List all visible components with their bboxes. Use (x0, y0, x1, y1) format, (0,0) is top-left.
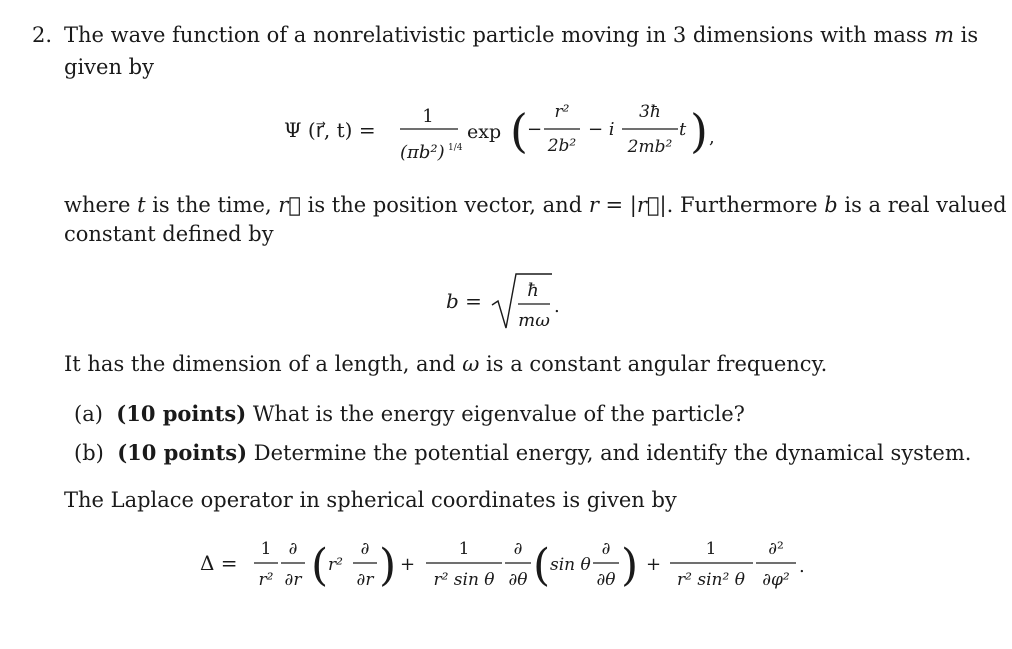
b-definition-equation (440, 268, 580, 338)
lap-d2-num: ∂² (768, 539, 784, 559)
lap-t1-num: 1 (260, 539, 272, 559)
var-omega: ω (462, 352, 480, 376)
lap-t1-den: r² (258, 570, 274, 590)
period: . (554, 296, 560, 317)
wave-term2-num: 3ħ (639, 102, 661, 122)
lap-lhs: Δ = (200, 551, 238, 575)
var-b: b (824, 193, 838, 217)
dimension-line (64, 353, 827, 376)
lap-t2-num: 1 (458, 539, 470, 559)
lap-t3-den: r² sin² θ (677, 570, 745, 590)
plus-sign: + (400, 554, 416, 575)
constant-line: constant defined by (64, 222, 274, 246)
left-paren: ( (311, 540, 329, 591)
var-t: t (137, 193, 146, 217)
lap-t2-den: r² sin θ (433, 570, 495, 590)
part-b-label: (b) (74, 441, 104, 465)
part-b-points: (10 points) (117, 440, 248, 465)
lap-d-num-2: ∂ (360, 539, 370, 559)
lap-dtheta-den: ∂θ (508, 570, 528, 590)
where-text-f: is a real valued (837, 193, 1007, 217)
lap-d-num-4: ∂ (601, 539, 611, 559)
var-r: r (588, 193, 599, 217)
b-num: ħ (527, 280, 539, 301)
left-paren: ( (510, 104, 528, 158)
where-text-b: is the time, (145, 193, 279, 217)
right-paren: ) (690, 104, 708, 158)
wave-den1: (πb²) (400, 142, 445, 163)
where-text-d: = | (598, 193, 637, 217)
lap-r2: r² (328, 555, 343, 575)
comma: , (709, 127, 715, 148)
wave-den1-exp: 1/4 (448, 143, 463, 153)
lap-dr-den-2: ∂r (356, 570, 374, 590)
intro-text-a: The wave function of a nonrelativistic particle moving in 3 dimensions with mass (64, 23, 935, 47)
wave-term1-num: r² (554, 102, 570, 122)
laplace-intro: The Laplace operator in spherical coordinates is given by (64, 488, 677, 512)
lap-d-num-3: ∂ (513, 539, 523, 559)
problem-intro-line2: given by (64, 55, 154, 79)
part-b-text: Determine the potential energy, and identify the dynamical system. (247, 441, 972, 465)
wave-lhs: Ψ (r⃗, t) = (284, 118, 376, 142)
part-a (74, 402, 745, 426)
dimension-text-a: It has the dimension of a length, and (64, 352, 463, 376)
left-paren: ( (533, 540, 551, 591)
minus-i: − i (588, 119, 615, 140)
wave-function-equation (280, 95, 740, 175)
lap-dr-den: ∂r (284, 570, 302, 590)
where-text-a: where (64, 193, 138, 217)
b-lhs: b = (446, 289, 482, 313)
part-a-text: What is the energy eigenvalue of the particle? (246, 402, 745, 426)
var-r-vec-abs: r⃗ (636, 193, 660, 217)
period: . (799, 556, 805, 577)
wave-num1: 1 (422, 106, 434, 127)
lap-dtheta-den-2: ∂θ (596, 570, 616, 590)
wave-term2-den: 2mb² (627, 137, 673, 157)
b-den: mω (518, 310, 550, 331)
wave-term1-den: 2b² (547, 136, 577, 156)
intro-text-b: is (954, 23, 979, 47)
where-text-c: is the position vector, and (300, 193, 589, 217)
wave-t: t (679, 119, 687, 140)
lap-sin: sin θ (550, 555, 591, 575)
right-paren: ) (621, 540, 639, 591)
exp-text: exp (467, 121, 502, 143)
part-a-label: (a) (74, 402, 103, 426)
var-r-vec: r⃗ (278, 193, 301, 217)
lap-d-num: ∂ (288, 539, 298, 559)
part-b (74, 441, 971, 465)
problem-number: 2. (32, 23, 53, 47)
plus-sign: + (646, 554, 662, 575)
dimension-text-b: is a constant angular frequency. (479, 352, 828, 376)
part-a-points: (10 points) (116, 401, 247, 426)
lap-t3-num: 1 (705, 539, 717, 559)
var-m: m (934, 23, 954, 47)
right-paren: ) (379, 540, 397, 591)
laplace-operator-equation (196, 530, 816, 602)
minus-sign: − (527, 119, 543, 140)
where-text-e: |. Furthermore (659, 193, 825, 217)
lap-dphi-den: ∂φ² (762, 570, 790, 590)
problem-intro-line1 (64, 24, 978, 47)
where-line (64, 194, 1007, 217)
